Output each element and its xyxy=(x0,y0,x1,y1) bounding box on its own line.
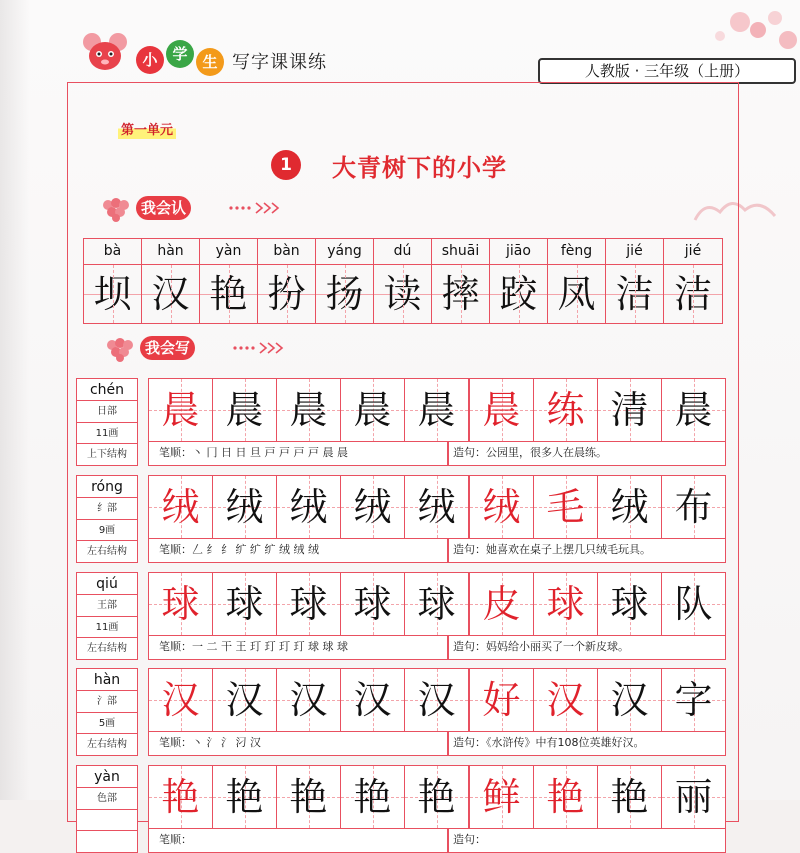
section-write-header xyxy=(100,333,300,363)
word-char-cell xyxy=(598,476,662,538)
series-badge-char: 生 xyxy=(196,48,224,76)
hanzi-char: 洁 xyxy=(664,265,722,323)
recognize-cell xyxy=(490,239,548,323)
pinyin-label: yáng xyxy=(316,239,373,265)
hanzi-char: 汉 xyxy=(161,678,200,722)
radical-label: 日部 xyxy=(77,401,137,423)
stroke-count: 5画 xyxy=(77,713,137,735)
hanzi-char: 汉 xyxy=(225,678,264,722)
word-char-cell xyxy=(470,476,534,538)
radical-label: 色部 xyxy=(77,788,137,810)
hanzi-char: 球 xyxy=(289,582,328,626)
pinyin-label: róng xyxy=(77,476,137,498)
hanzi-char: 坝 xyxy=(84,265,141,323)
hanzi-char: 绒 xyxy=(417,485,456,529)
hanzi-char: 绒 xyxy=(610,485,649,529)
model-char-cell xyxy=(149,766,213,828)
hanzi-char: 艳 xyxy=(200,265,257,323)
word-char-cell xyxy=(470,766,534,828)
hanzi-char: 晨 xyxy=(674,388,713,432)
stroke-order xyxy=(159,636,348,658)
pinyin-label: hàn xyxy=(142,239,199,265)
edition-label: 人教版 · 三年级（上册） xyxy=(538,58,796,84)
example-sentence xyxy=(453,829,486,851)
hanzi-char: 球 xyxy=(546,582,585,626)
word-char-cell xyxy=(470,573,534,635)
word-char-cell xyxy=(534,573,598,635)
hanzi-char: 绒 xyxy=(353,485,392,529)
hanzi-char: 队 xyxy=(674,582,713,626)
grapes-icon xyxy=(96,193,140,223)
hanzi-char: 字 xyxy=(674,678,713,722)
hanzi-char: 汉 xyxy=(610,678,649,722)
practice-char-cell xyxy=(277,766,341,828)
example-sentence xyxy=(453,442,607,464)
practice-char-cell xyxy=(341,669,405,731)
radical-label: 王部 xyxy=(77,595,137,617)
hanzi-char: 晨 xyxy=(353,388,392,432)
pinyin-label: bà xyxy=(84,239,141,265)
practice-char-cell xyxy=(277,379,341,441)
stroke-order-label: 笔顺： xyxy=(159,736,192,749)
series-badge-char: 学 xyxy=(166,40,194,68)
section-recognize-header xyxy=(96,193,296,223)
hanzi-char: 布 xyxy=(674,485,713,529)
series-badge-char: 小 xyxy=(136,46,164,74)
practice-char-cell xyxy=(405,476,470,538)
hanzi-char: 毛 xyxy=(546,485,585,529)
lesson-number: 1 xyxy=(271,150,301,180)
word-char-cell xyxy=(662,766,725,828)
example-sentence xyxy=(453,539,651,561)
hanzi-char: 晨 xyxy=(417,388,456,432)
hanzi-char: 艳 xyxy=(353,775,392,819)
hanzi-char: 汉 xyxy=(142,265,199,323)
stroke-order-value: 一 二 干 王 玎 玎 玎 玎 球 球 球 xyxy=(192,640,348,653)
write-row xyxy=(76,668,726,756)
hanzi-char: 艳 xyxy=(225,775,264,819)
structure-label: 左右结构 xyxy=(87,643,127,654)
hanzi-char: 绒 xyxy=(225,485,264,529)
structure-label: 左右结构 xyxy=(87,739,127,750)
word-char-cell xyxy=(534,476,598,538)
stroke-order xyxy=(159,442,348,464)
hanzi-char: 汉 xyxy=(546,678,585,722)
hanzi-char: 洁 xyxy=(606,265,663,323)
mouse-mascot-icon xyxy=(80,30,130,76)
pinyin-label: dú xyxy=(374,239,431,265)
recognize-cell xyxy=(374,239,432,323)
hanzi-char: 晨 xyxy=(161,388,200,432)
practice-char-cell xyxy=(341,766,405,828)
word-char-cell xyxy=(534,766,598,828)
dotted-arrow-icon xyxy=(232,341,286,355)
practice-char-cell xyxy=(341,573,405,635)
practice-char-cell xyxy=(213,379,277,441)
word-char-cell xyxy=(598,379,662,441)
pinyin-label: jiāo xyxy=(490,239,547,265)
practice-grid xyxy=(148,668,726,756)
recognize-cell xyxy=(258,239,316,323)
grapes-icon xyxy=(100,333,144,363)
hanzi-char: 球 xyxy=(610,582,649,626)
hanzi-char: 丽 xyxy=(674,775,713,819)
recognize-cell xyxy=(548,239,606,323)
example-sentence xyxy=(453,732,645,754)
sentence-value: 她喜欢在桌子上摆几只绒毛玩具。 xyxy=(486,543,651,556)
practice-char-cell xyxy=(213,766,277,828)
hanzi-char: 绒 xyxy=(289,485,328,529)
section-write-label: 我会写 xyxy=(140,336,195,360)
pinyin-label: fèng xyxy=(548,239,605,265)
practice-char-cell xyxy=(277,573,341,635)
stroke-count: 11画 xyxy=(77,423,137,445)
sentence-value: 公园里，很多人在晨练。 xyxy=(486,446,607,459)
word-char-cell xyxy=(598,669,662,731)
practice-char-cell xyxy=(277,669,341,731)
hanzi-char: 清 xyxy=(610,388,649,432)
stroke-order-value: 丶 氵 氵 汈 汉 xyxy=(192,736,261,749)
word-char-cell xyxy=(470,379,534,441)
hanzi-char: 艳 xyxy=(161,775,200,819)
recognize-cell xyxy=(664,239,722,323)
word-char-cell xyxy=(534,379,598,441)
hanzi-char: 球 xyxy=(353,582,392,626)
char-info-box xyxy=(76,765,138,853)
hanzi-char: 艳 xyxy=(610,775,649,819)
hanzi-char: 好 xyxy=(482,678,521,722)
page-shadow xyxy=(0,0,30,800)
structure-label xyxy=(77,831,137,853)
practice-grid xyxy=(148,572,726,660)
word-char-cell xyxy=(534,669,598,731)
recognize-cell xyxy=(606,239,664,323)
pinyin-label: yàn xyxy=(77,766,137,788)
section-recognize-label: 我会认 xyxy=(136,196,191,220)
stroke-order xyxy=(159,732,261,754)
info-strip xyxy=(149,828,725,852)
practice-char-cell xyxy=(213,573,277,635)
word-char-cell xyxy=(662,476,725,538)
hanzi-char: 球 xyxy=(417,582,456,626)
char-info-box xyxy=(76,572,138,660)
pinyin-label: jié xyxy=(606,239,663,265)
strip-divider xyxy=(447,636,449,660)
pinyin-label: yàn xyxy=(200,239,257,265)
practice-grid xyxy=(148,475,726,563)
sentence-label: 造句： xyxy=(453,543,486,556)
hanzi-char: 艳 xyxy=(289,775,328,819)
recognize-cell xyxy=(316,239,374,323)
pinyin-label: jié xyxy=(664,239,722,265)
hanzi-char: 球 xyxy=(161,582,200,626)
hanzi-char: 跤 xyxy=(490,265,547,323)
word-char-cell xyxy=(470,669,534,731)
practice-char-cell xyxy=(213,476,277,538)
hanzi-char: 扬 xyxy=(316,265,373,323)
hanzi-char: 皮 xyxy=(482,582,521,626)
lesson-title: 大青树下的小学 xyxy=(332,153,507,182)
radical-label: 纟部 xyxy=(77,498,137,520)
hanzi-char: 读 xyxy=(374,265,431,323)
stroke-order-label: 笔顺： xyxy=(159,640,192,653)
char-info-box xyxy=(76,475,138,563)
write-row xyxy=(76,475,726,563)
practice-grid xyxy=(148,765,726,853)
stroke-count: 11画 xyxy=(77,617,137,639)
write-row xyxy=(76,378,726,466)
hanzi-char: 绒 xyxy=(482,485,521,529)
practice-char-cell xyxy=(213,669,277,731)
hanzi-char: 晨 xyxy=(289,388,328,432)
hanzi-char: 凤 xyxy=(548,265,605,323)
practice-char-cell xyxy=(405,573,470,635)
hanzi-char: 练 xyxy=(546,388,585,432)
radical-label: 氵部 xyxy=(77,691,137,713)
series-title: 写字课课练 xyxy=(232,52,327,73)
write-row xyxy=(76,765,726,853)
word-char-cell xyxy=(662,379,725,441)
stroke-order xyxy=(159,539,319,561)
pinyin-label: hàn xyxy=(77,669,137,691)
stroke-order-label: 笔顺： xyxy=(159,543,192,556)
pinyin-label: bàn xyxy=(258,239,315,265)
practice-char-cell xyxy=(341,379,405,441)
strip-divider xyxy=(447,539,449,563)
stroke-order-label: 笔顺： xyxy=(159,446,192,459)
unit-label: 第一单元 xyxy=(118,118,176,139)
word-char-cell xyxy=(598,766,662,828)
practice-char-cell xyxy=(405,379,470,441)
hanzi-char: 摔 xyxy=(432,265,489,323)
structure-label: 上下结构 xyxy=(87,449,127,460)
strip-divider xyxy=(447,442,449,466)
dotted-arrow-icon xyxy=(228,201,282,215)
sentence-value: 《水浒传》中有108位英雄好汉。 xyxy=(486,736,645,749)
sentence-label: 造句： xyxy=(453,446,486,459)
info-strip xyxy=(149,635,725,659)
stroke-order-label: 笔顺： xyxy=(159,833,192,846)
model-char-cell xyxy=(149,669,213,731)
hanzi-char: 汉 xyxy=(417,678,456,722)
recognize-cell xyxy=(142,239,200,323)
write-row xyxy=(76,572,726,660)
info-strip xyxy=(149,538,725,562)
word-char-cell xyxy=(598,573,662,635)
stroke-count: 9画 xyxy=(77,520,137,542)
pinyin-label: chén xyxy=(77,379,137,401)
pinyin-label: shuāi xyxy=(432,239,489,265)
hanzi-char: 艳 xyxy=(417,775,456,819)
char-info-box xyxy=(76,378,138,466)
model-char-cell xyxy=(149,573,213,635)
word-char-cell xyxy=(662,669,725,731)
model-char-cell xyxy=(149,379,213,441)
info-strip xyxy=(149,441,725,465)
info-strip xyxy=(149,731,725,755)
sentence-value: 妈妈给小丽买了一个新皮球。 xyxy=(486,640,629,653)
structure-label: 左右结构 xyxy=(87,546,127,557)
hanzi-char: 扮 xyxy=(258,265,315,323)
hanzi-char: 汉 xyxy=(289,678,328,722)
sentence-label: 造句： xyxy=(453,640,486,653)
example-sentence xyxy=(453,636,629,658)
hanzi-char: 球 xyxy=(225,582,264,626)
recognize-cell xyxy=(432,239,490,323)
hanzi-char: 绒 xyxy=(161,485,200,529)
recognize-cell xyxy=(200,239,258,323)
practice-char-cell xyxy=(341,476,405,538)
recognize-cell xyxy=(84,239,142,323)
practice-char-cell xyxy=(405,766,470,828)
hanzi-char: 晨 xyxy=(482,388,521,432)
stroke-order-value: 𠃋 纟 纟 纩 纩 纩 绒 绒 绒 xyxy=(192,543,319,556)
strip-divider xyxy=(447,732,449,756)
strip-divider xyxy=(447,829,449,853)
stroke-count xyxy=(77,810,137,832)
word-char-cell xyxy=(662,573,725,635)
hanzi-char: 艳 xyxy=(546,775,585,819)
recognize-grid xyxy=(83,238,723,324)
model-char-cell xyxy=(149,476,213,538)
page-header xyxy=(80,30,780,80)
sentence-label: 造句： xyxy=(453,833,486,846)
stroke-order-value: 丶 冂 日 日 旦 戸 戸 戸 戸 晨 晨 xyxy=(192,446,348,459)
pinyin-label: qiú xyxy=(77,573,137,595)
hanzi-char: 晨 xyxy=(225,388,264,432)
sentence-label: 造句： xyxy=(453,736,486,749)
practice-char-cell xyxy=(405,669,470,731)
practice-grid xyxy=(148,378,726,466)
stroke-order xyxy=(159,829,192,851)
hanzi-char: 汉 xyxy=(353,678,392,722)
hanzi-char: 鲜 xyxy=(482,775,521,819)
char-info-box xyxy=(76,668,138,756)
practice-char-cell xyxy=(277,476,341,538)
